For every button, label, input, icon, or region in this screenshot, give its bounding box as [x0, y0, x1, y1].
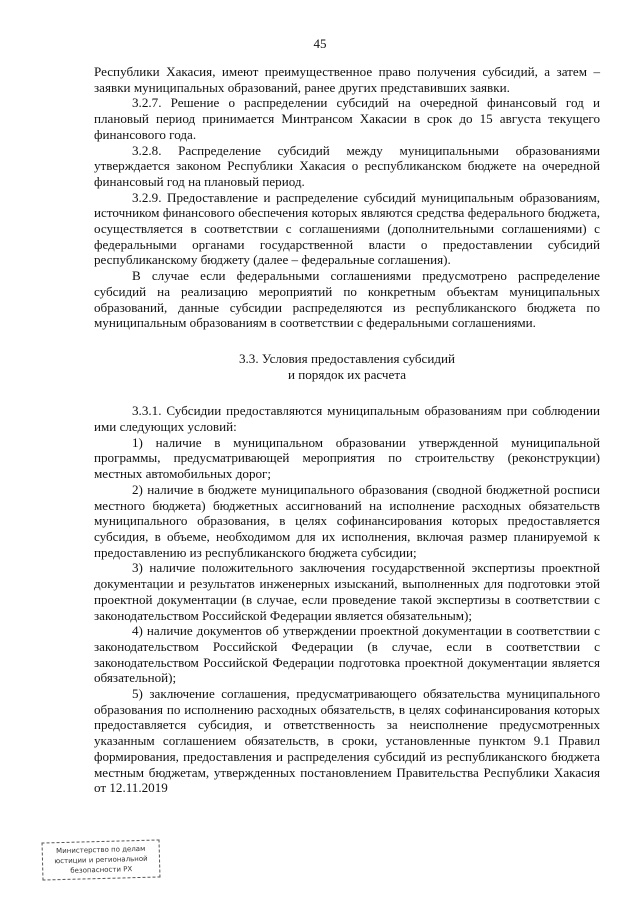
stamp-line: Министерство по делам	[56, 844, 146, 856]
paragraph: 3.2.8. Распределение субсидий между муниципальными образованиями утверждается законом Республики Хакасия о республиканском бюджете на очередной финансовый год на плановый период.	[94, 142, 600, 189]
list-item: 2) наличие в бюджете муниципального образования (сводной бюджетной росписи местного бюджета) бюджетных ассигнований на исполнение расходных обязательств муниципального образования, в целях софинансирования которых предоставляется субсидия, в объеме, необходимом для их исполнения, включая размер планируемой к предоставлению из республиканского бюджета субсидии;	[94, 481, 600, 560]
paragraph: 3.2.9. Предоставление и распределение субсидий муниципальным образованиям, источником финансового обеспечения которых являются средства федерального бюджета, осуществляется в соответствии с соглашениями (дополнительными соглашениями) с федеральными органами государственной власти о предоставлении субсидий республиканскому бюджету (далее – федеральные соглашения).	[94, 189, 600, 268]
list-item: 4) наличие документов об утверждении проектной документации в соответствии с законодательством Российской Федерации (в случае, если в соответствии с законодательством Российской Федерации подготовка проектной документации является обязательной);	[94, 623, 600, 686]
document-body	[94, 64, 600, 796]
paragraph: Республики Хакасия, имеют преимущественное право получения субсидий, а затем – заявки муниципальных образований, ранее других представивших заявки.	[94, 64, 600, 95]
stamp-line: юстиции и региональной	[54, 854, 148, 866]
paragraph: В случае если федеральными соглашениями предусмотрено распределение субсидий на реализацию мероприятий по конкретным объектам муниципальных образований, данные субсидии распределяются из республиканского бюджета по муниципальным образованиям в соответствии с федеральными соглашениями.	[94, 268, 600, 331]
paragraph: 3.2.7. Решение о распределении субсидий на очередной финансовый год и плановый период принимается Минтрансом Хакасии в срок до 15 августа текущего финансового года.	[94, 95, 600, 142]
stamp-line: безопасности РХ	[70, 865, 133, 875]
page-number: 45	[313, 36, 327, 51]
section-heading-line: 3.3. Условия предоставления субсидий	[238, 350, 456, 366]
list-item: 1) наличие в муниципальном образовании утвержденной муниципальной программы, предусматривающей мероприятия по строительству (реконструкции) местных автомобильных дорог;	[94, 434, 600, 482]
list-item: 5) заключение соглашения, предусматривающего обязательства муниципального образования по исполнению расходных обязательств, в целях софинансирования которых предоставляется субсидия, и ответственность за неисполнение предусмотренных указанным соглашением обязательств, в сроки, установленные пунктом 9.1 Правил формирования, предоставления и распределения субсидий из республиканского бюджета местным бюджетам, утвержденных постановлением Правительства Республики Хакасия от 12.11.2019	[94, 686, 600, 796]
registration-stamp	[42, 839, 161, 880]
section-heading-line: и порядок их расчета	[287, 366, 407, 382]
list-item: 3) наличие положительного заключения государственной экспертизы проектной документации и результатов инженерных изысканий, выполненных для подготовки этой проектной документации (в случае, если проведение такой экспертизы в соответствии с законодательством Российской Федерации является обязательным);	[94, 560, 600, 623]
section-heading	[94, 351, 600, 382]
paragraph: 3.3.1. Субсидии предоставляются муниципальным образованиям при соблюдении ими следующих условий:	[94, 403, 600, 435]
